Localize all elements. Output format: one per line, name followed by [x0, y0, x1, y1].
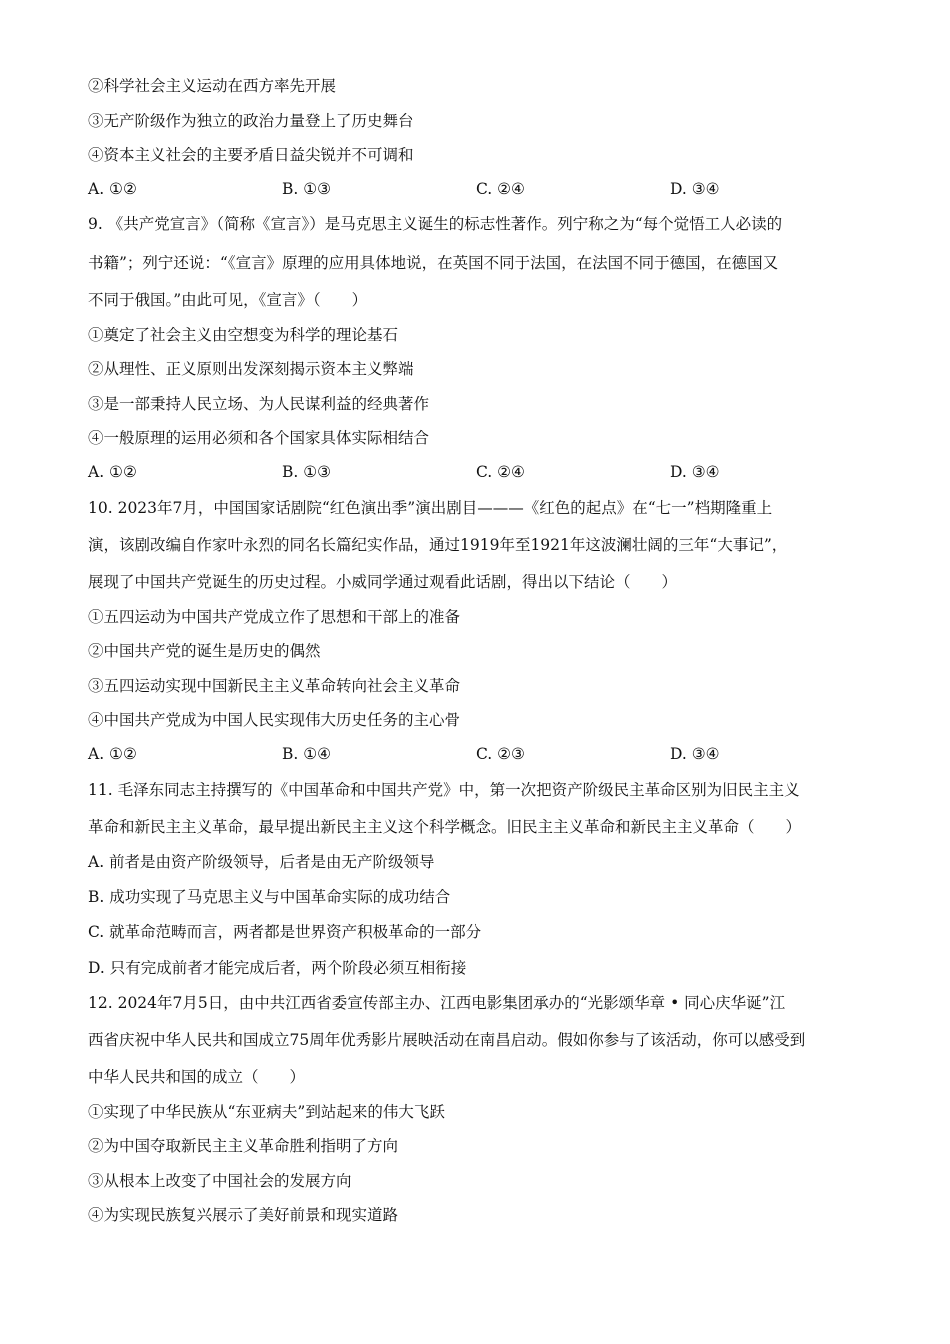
q12-item-1: ①实现了中华民族从“东亚病夫”到站起来的伟大飞跃 — [88, 1103, 445, 1121]
q12-item-3: ③从根本上改变了中国社会的发展方向 — [88, 1172, 352, 1190]
q8-option-b[interactable]: B. ①③ — [282, 180, 332, 198]
q9-stem-line-1: 9. 《共产党宣言》（简称《宣言》）是马克思主义诞生的标志性著作。列宁称之为“每个觉悟工人必读的 — [88, 215, 783, 233]
q8-options — [88, 179, 868, 199]
q9-stem-line-3: 不同于俄国。”由此可见，《宣言》（ ） — [88, 291, 368, 309]
q11-choice-b[interactable]: B. 成功实现了马克思主义与中国革命实际的成功结合 — [88, 888, 451, 906]
q9-option-b[interactable]: B. ①③ — [282, 463, 332, 481]
q12-stem-line-2: 西省庆祝中华人民共和国成立75周年优秀影片展映活动在南昌启动。假如你参与了该活动，你可以感受到 — [88, 1031, 806, 1049]
q8-option-d[interactable]: D. ③④ — [670, 180, 720, 198]
q8-option-a[interactable]: A. ①② — [88, 180, 137, 198]
q8-option-c[interactable]: C. ②④ — [476, 180, 525, 198]
q8-item-4: ④资本主义社会的主要矛盾日益尖锐并不可调和 — [88, 146, 414, 164]
q9-item-1: ①奠定了社会主义由空想变为科学的理论基石 — [88, 326, 399, 344]
q9-item-2: ②从理性、正义原则出发深刻揭示资本主义弊端 — [88, 360, 414, 378]
q8-item-2: ②科学社会主义运动在西方率先开展 — [88, 77, 337, 95]
q11-choice-c[interactable]: C. 就革命范畴而言，两者都是世界资产积极革命的一部分 — [88, 923, 482, 941]
q10-item-2: ②中国共产党的诞生是历史的偶然 — [88, 642, 321, 660]
q10-stem-line-3: 展现了中国共产党诞生的历史过程。小威同学通过观看此话剧，得出以下结论（ ） — [88, 573, 678, 591]
q11-stem-line-1: 11. 毛泽东同志主持撰写的《中国革命和中国共产党》中，第一次把资产阶级民主革命区别为旧民主主义 — [88, 781, 800, 799]
q9-option-d[interactable]: D. ③④ — [670, 463, 720, 481]
q12-stem-line-1: 12. 2024年7月5日，由中共江西省委宣传部主办、江西电影集团承办的“光影颂华章 • 同心庆华诞”江 — [88, 994, 786, 1012]
q10-option-b[interactable]: B. ①④ — [282, 745, 332, 763]
q9-item-4: ④一般原理的运用必须和各个国家具体实际相结合 — [88, 429, 430, 447]
q12-item-2: ②为中国夺取新民主主义革命胜利指明了方向 — [88, 1137, 399, 1155]
q10-stem-line-2: 演，该剧改编自作家叶永烈的同名长篇纪实作品，通过1919年至1921年这波澜壮阔的三年“大事记”， — [88, 536, 788, 554]
q9-option-a[interactable]: A. ①② — [88, 463, 137, 481]
q10-option-c[interactable]: C. ②③ — [476, 745, 525, 763]
q10-option-d[interactable]: D. ③④ — [670, 745, 720, 763]
q11-stem-line-2: 革命和新民主主义革命，最早提出新民主主义这个科学概念。旧民主主义革命和新民主主义革命（ ） — [88, 818, 802, 836]
q10-item-4: ④中国共产党成为中国人民实现伟大历史任务的主心骨 — [88, 711, 461, 729]
q10-stem-line-1: 10. 2023年7月，中国国家话剧院“红色演出季”演出剧目———《红色的起点》在“七一”档期隆重上 — [88, 499, 773, 517]
q10-option-a[interactable]: A. ①② — [88, 745, 137, 763]
q8-item-3: ③无产阶级作为独立的政治力量登上了历史舞台 — [88, 112, 414, 130]
q9-item-3: ③是一部秉持人民立场、为人民谋利益的经典著作 — [88, 395, 430, 413]
q10-item-3: ③五四运动实现中国新民主主义革命转向社会主义革命 — [88, 677, 461, 695]
q10-options — [88, 744, 868, 764]
q11-choice-a[interactable]: A. 前者是由资产阶级领导，后者是由无产阶级领导 — [88, 853, 435, 871]
q10-item-1: ①五四运动为中国共产党成立作了思想和干部上的准备 — [88, 608, 461, 626]
q11-choice-d[interactable]: D. 只有完成前者才能完成后者，两个阶段必须互相衔接 — [88, 959, 467, 977]
q9-stem-line-2: 书籍”；列宁还说：“《宣言》原理的应用具体地说，在英国不同于法国，在法国不同于德国，在德国又 — [88, 254, 779, 272]
q9-options — [88, 462, 868, 482]
q12-stem-line-3: 中华人民共和国的成立（ ） — [88, 1068, 306, 1086]
q9-option-c[interactable]: C. ②④ — [476, 463, 525, 481]
q12-item-4: ④为实现民族复兴展示了美好前景和现实道路 — [88, 1206, 399, 1224]
